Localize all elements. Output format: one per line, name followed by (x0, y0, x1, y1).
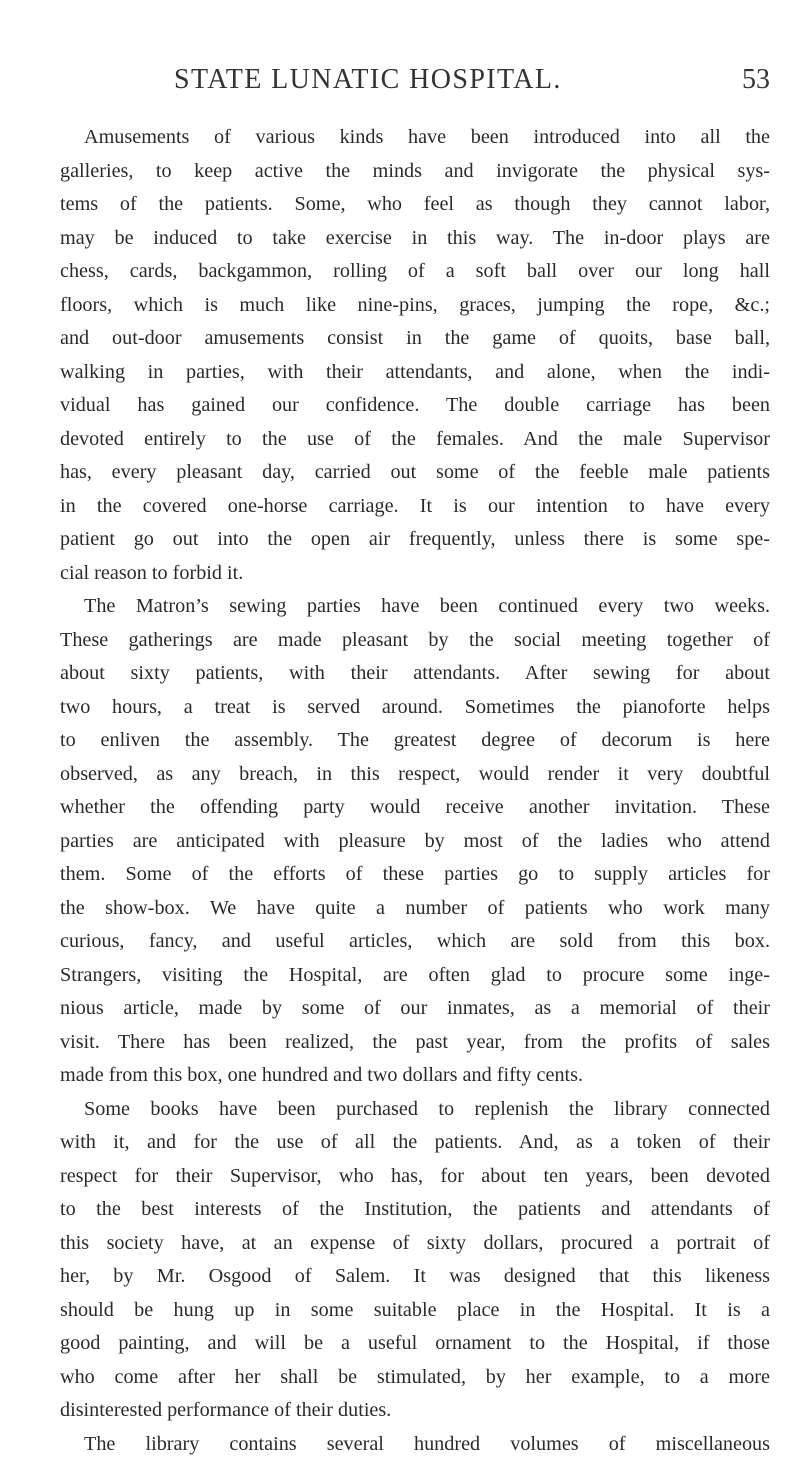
text-line: in the covered one-horse carriage. It is our intention to have every (60, 490, 770, 524)
page-header (143, 64, 770, 104)
text-line: with it, and for the use of all the patients. And, as a token of their (60, 1126, 770, 1160)
text-line: good painting, and will be a useful ornament to the Hospital, if those (60, 1327, 770, 1361)
text-line: to enliven the assembly. The greatest degree of decorum is here (60, 724, 770, 758)
text-line: may be induced to take exercise in this way. The in-door plays are (60, 222, 770, 256)
text-line: tems of the patients. Some, who feel as though they cannot labor, (60, 188, 770, 222)
text-line: made from this box, one hundred and two dollars and fifty cents. (60, 1059, 770, 1093)
text-line: who come after her shall be stimulated, by her example, to a more (60, 1361, 770, 1395)
text-line: curious, fancy, and useful articles, which are sold from this box. (60, 925, 770, 959)
text-line: whether the offending party would receive another invitation. These (60, 791, 770, 825)
text-line: Amusements of various kinds have been introduced into all the (60, 121, 770, 155)
text-line: chess, cards, backgammon, rolling of a soft ball over our long hall (60, 255, 770, 289)
text-line: about sixty patients, with their attendants. After sewing for about (60, 657, 770, 691)
text-line: two hours, a treat is served around. Sometimes the pianoforte helps (60, 691, 770, 725)
text-line: disinterested performance of their duties. (60, 1394, 770, 1428)
text-line: should be hung up in some suitable place in the Hospital. It is a (60, 1294, 770, 1328)
text-line: observed, as any breach, in this respect, would render it very doubtful (60, 758, 770, 792)
body-text (60, 121, 770, 1461)
running-title: STATE LUNATIC HOSPITAL. (174, 64, 562, 96)
text-line: nious article, made by some of our inmates, as a memorial of their (60, 992, 770, 1026)
text-line: this society have, at an expense of sixty dollars, procured a portrait of (60, 1227, 770, 1261)
page-number: 53 (742, 64, 770, 96)
text-line: cial reason to forbid it. (60, 557, 770, 591)
text-line: patient go out into the open air frequently, unless there is some spe- (60, 523, 770, 557)
text-line: and out-door amusements consist in the game of quoits, base ball, (60, 322, 770, 356)
text-line: galleries, to keep active the minds and invigorate the physical sys- (60, 155, 770, 189)
text-line: Some books have been purchased to replenish the library connected (60, 1093, 770, 1127)
text-line: The library contains several hundred volumes of miscellaneous (60, 1428, 770, 1461)
text-line: her, by Mr. Osgood of Salem. It was designed that this likeness (60, 1260, 770, 1294)
text-line: visit. There has been realized, the past year, from the profits of sales (60, 1026, 770, 1060)
text-line: them. Some of the efforts of these parties go to supply articles for (60, 858, 770, 892)
text-line: respect for their Supervisor, who has, for about ten years, been devoted (60, 1160, 770, 1194)
text-line: floors, which is much like nine-pins, graces, jumping the rope, &c.; (60, 289, 770, 323)
text-line: parties are anticipated with pleasure by most of the ladies who attend (60, 825, 770, 859)
text-line: to the best interests of the Institution, the patients and attendants of (60, 1193, 770, 1227)
text-line: devoted entirely to the use of the females. And the male Supervisor (60, 423, 770, 457)
text-line: walking in parties, with their attendants, and alone, when the indi- (60, 356, 770, 390)
text-line: The Matron’s sewing parties have been continued every two weeks. (60, 590, 770, 624)
text-line: vidual has gained our confidence. The double carriage has been (60, 389, 770, 423)
text-line: has, every pleasant day, carried out some of the feeble male patients (60, 456, 770, 490)
text-line: These gatherings are made pleasant by the social meeting together of (60, 624, 770, 658)
text-line: the show-box. We have quite a number of patients who work many (60, 892, 770, 926)
text-line: Strangers, visiting the Hospital, are often glad to procure some inge- (60, 959, 770, 993)
